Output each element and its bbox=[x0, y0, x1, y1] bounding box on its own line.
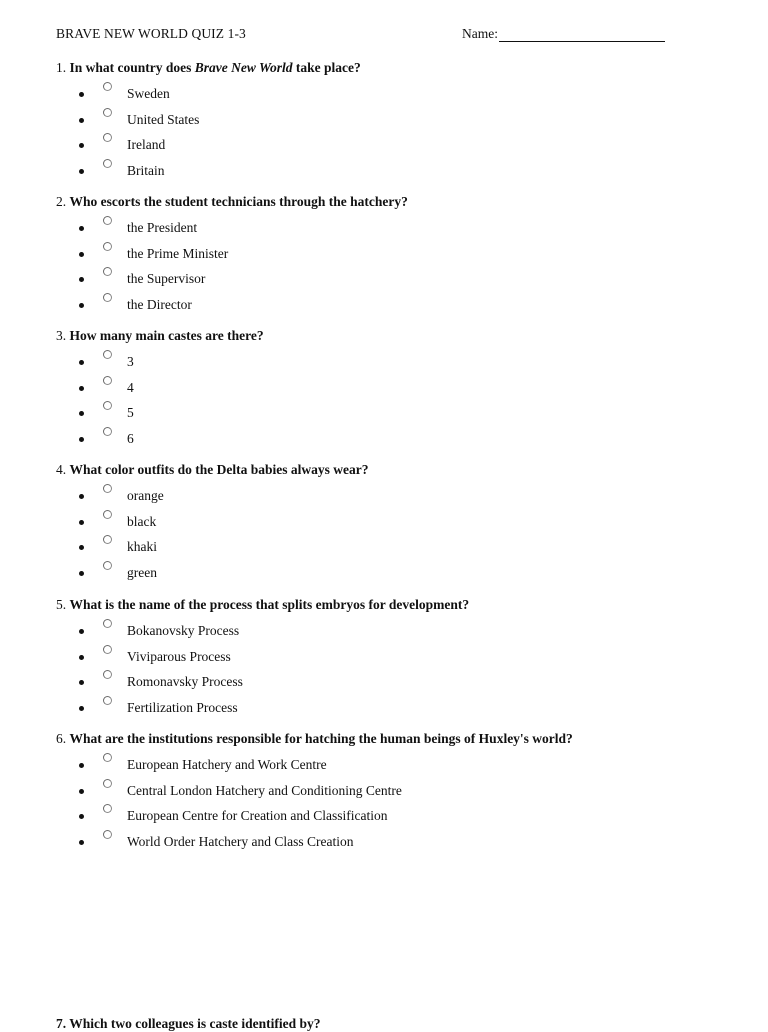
radio-button[interactable] bbox=[103, 133, 112, 142]
bullet-icon bbox=[79, 437, 84, 442]
question-number: 1. bbox=[56, 60, 67, 75]
option-label: 4 bbox=[127, 379, 134, 395]
option-label: Britain bbox=[127, 162, 165, 178]
question-text: 3. How many main castes are there? bbox=[56, 328, 264, 343]
list-item bbox=[56, 510, 746, 536]
list-item bbox=[56, 159, 746, 185]
option-label: Romonavsky Process bbox=[127, 674, 243, 689]
radio-button[interactable] bbox=[103, 159, 112, 168]
option-label: Bokanovsky Process bbox=[127, 623, 240, 638]
option-label: orange bbox=[127, 488, 164, 503]
option-label: Sweden bbox=[127, 86, 170, 101]
list-item bbox=[56, 82, 746, 108]
question-number: 5. bbox=[56, 597, 67, 612]
question-6 bbox=[56, 730, 746, 855]
bullet-icon bbox=[79, 840, 84, 845]
radio-button[interactable] bbox=[103, 696, 112, 705]
bullet-icon bbox=[79, 226, 84, 231]
radio-button[interactable] bbox=[103, 108, 112, 117]
question-number: 6. bbox=[56, 731, 67, 746]
list-item bbox=[56, 293, 746, 319]
radio-button[interactable] bbox=[103, 293, 112, 302]
list-item bbox=[56, 242, 746, 268]
bullet-icon bbox=[79, 303, 84, 308]
option-label: 5 bbox=[127, 405, 134, 420]
radio-button[interactable] bbox=[103, 216, 112, 225]
radio-button[interactable] bbox=[103, 753, 112, 762]
radio-button[interactable] bbox=[103, 350, 112, 359]
name-field bbox=[462, 26, 665, 42]
bullet-icon bbox=[79, 520, 84, 525]
bullet-icon bbox=[79, 252, 84, 257]
list-item bbox=[56, 535, 746, 561]
question-2 bbox=[56, 193, 746, 318]
option-label: Viviparous Process bbox=[127, 648, 231, 664]
bullet-icon bbox=[79, 360, 84, 365]
option-label: black bbox=[127, 513, 157, 529]
option-label: United States bbox=[127, 111, 200, 127]
option-label: European Centre for Creation and Classification bbox=[127, 808, 388, 823]
options-list bbox=[56, 753, 746, 855]
radio-button[interactable] bbox=[103, 267, 112, 276]
options-list bbox=[56, 350, 746, 452]
radio-button[interactable] bbox=[103, 645, 112, 654]
bullet-icon bbox=[79, 763, 84, 768]
bullet-icon bbox=[79, 386, 84, 391]
option-label: Ireland bbox=[127, 137, 166, 152]
option-label: World Order Hatchery and Class Creation bbox=[127, 833, 354, 849]
list-item bbox=[56, 670, 746, 696]
next-question-cut-off: 7. Which two colleagues is caste identified by? bbox=[56, 1016, 321, 1031]
list-item bbox=[56, 561, 746, 587]
options-list bbox=[56, 619, 746, 721]
question-1 bbox=[56, 59, 746, 184]
radio-button[interactable] bbox=[103, 779, 112, 788]
list-item bbox=[56, 830, 746, 856]
bullet-icon bbox=[79, 143, 84, 148]
question-text: 4. What color outfits do the Delta babies always wear? bbox=[56, 462, 369, 477]
list-item bbox=[56, 696, 746, 722]
list-item bbox=[56, 216, 746, 242]
bullet-icon bbox=[79, 169, 84, 174]
options-list bbox=[56, 216, 746, 318]
radio-button[interactable] bbox=[103, 619, 112, 628]
radio-button[interactable] bbox=[103, 510, 112, 519]
option-label: the Prime Minister bbox=[127, 245, 229, 261]
options-list bbox=[56, 82, 746, 184]
option-label: 6 bbox=[127, 430, 134, 446]
radio-button[interactable] bbox=[103, 484, 112, 493]
bullet-icon bbox=[79, 277, 84, 282]
radio-button[interactable] bbox=[103, 427, 112, 436]
radio-button[interactable] bbox=[103, 376, 112, 385]
option-label: the Director bbox=[127, 296, 192, 312]
radio-button[interactable] bbox=[103, 561, 112, 570]
option-label: green bbox=[127, 564, 157, 580]
radio-button[interactable] bbox=[103, 670, 112, 679]
bullet-icon bbox=[79, 789, 84, 794]
name-label: Name: bbox=[462, 26, 498, 41]
bullet-icon bbox=[79, 706, 84, 711]
bullet-icon bbox=[79, 814, 84, 819]
list-item bbox=[56, 133, 746, 159]
question-text: 6. What are the institutions responsible for hatching the human beings of Huxley's world? bbox=[56, 731, 573, 746]
bullet-icon bbox=[79, 571, 84, 576]
bullet-icon bbox=[79, 118, 84, 123]
list-item bbox=[56, 108, 746, 134]
quiz-title: BRAVE NEW WORLD QUIZ 1-3 bbox=[56, 26, 246, 41]
question-number: 2. bbox=[56, 194, 67, 209]
list-item bbox=[56, 376, 746, 402]
question-5 bbox=[56, 596, 746, 721]
list-item bbox=[56, 427, 746, 453]
list-item bbox=[56, 619, 746, 645]
option-label: Fertilization Process bbox=[127, 699, 238, 715]
question-3 bbox=[56, 327, 746, 452]
options-list bbox=[56, 484, 746, 586]
option-label: the Supervisor bbox=[127, 271, 206, 286]
question-number: 3. bbox=[56, 328, 67, 343]
radio-button[interactable] bbox=[103, 535, 112, 544]
list-item bbox=[56, 804, 746, 830]
radio-button[interactable] bbox=[103, 82, 112, 91]
list-item bbox=[56, 401, 746, 427]
list-item bbox=[56, 350, 746, 376]
list-item bbox=[56, 645, 746, 671]
bullet-icon bbox=[79, 411, 84, 416]
option-label: khaki bbox=[127, 539, 157, 554]
bullet-icon bbox=[79, 655, 84, 660]
question-number: 4. bbox=[56, 462, 67, 477]
radio-button[interactable] bbox=[103, 401, 112, 410]
question-text: 2. Who escorts the student technicians through the hatchery? bbox=[56, 194, 408, 209]
radio-button[interactable] bbox=[103, 830, 112, 839]
bullet-icon bbox=[79, 494, 84, 499]
option-label: European Hatchery and Work Centre bbox=[127, 757, 327, 772]
name-blank-line[interactable] bbox=[499, 28, 665, 42]
list-item bbox=[56, 753, 746, 779]
list-item bbox=[56, 267, 746, 293]
list-item bbox=[56, 779, 746, 805]
bullet-icon bbox=[79, 629, 84, 634]
option-label: 3 bbox=[127, 354, 134, 369]
option-label: the President bbox=[127, 220, 198, 235]
bullet-icon bbox=[79, 545, 84, 550]
radio-button[interactable] bbox=[103, 242, 112, 251]
list-item bbox=[56, 484, 746, 510]
bullet-icon bbox=[79, 92, 84, 97]
bullet-icon bbox=[79, 680, 84, 685]
question-4 bbox=[56, 461, 746, 586]
radio-button[interactable] bbox=[103, 804, 112, 813]
option-label: Central London Hatchery and Conditioning Centre bbox=[127, 782, 402, 798]
question-text: 5. What is the name of the process that splits embryos for development? bbox=[56, 597, 470, 612]
question-text: 1. In what country does Brave New World take place? bbox=[56, 60, 361, 75]
